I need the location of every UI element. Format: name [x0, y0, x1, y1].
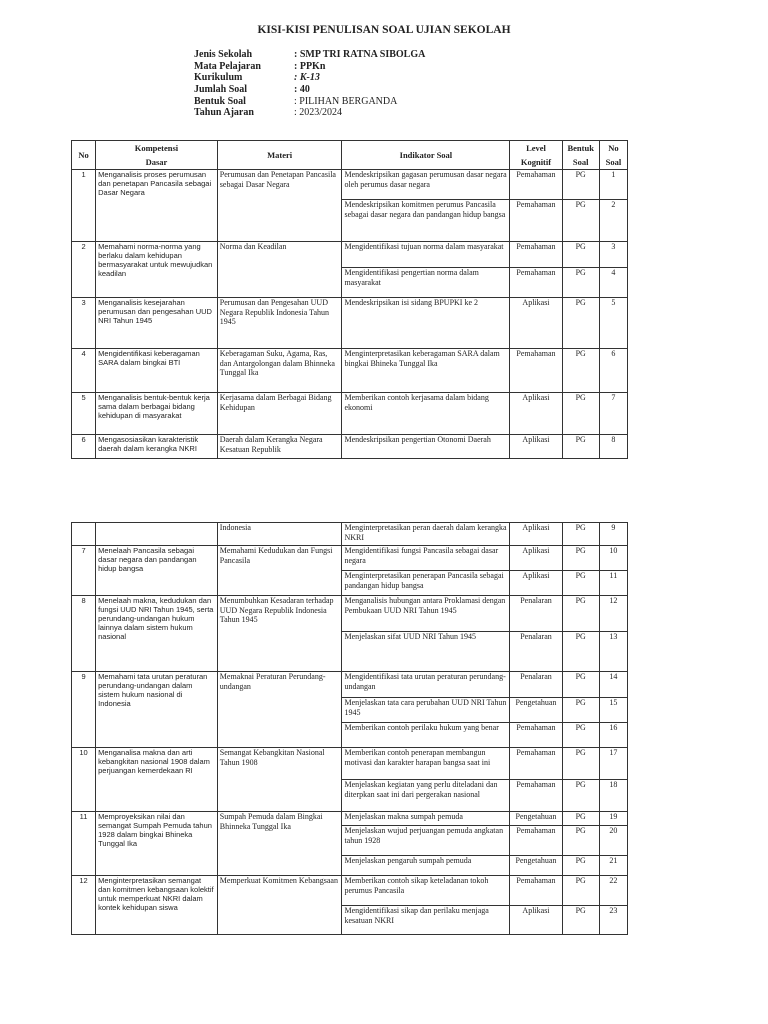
table-row [72, 546, 628, 571]
cell-indikator-soal: Menjelaskan pengaruh sumpah pemuda [342, 856, 510, 876]
cell-no-soal: 22 [599, 876, 627, 906]
cell-indikator-soal: Menginterpretasikan keberagaman SARA dalam bingkai Bhineka Tunggal Ika [342, 349, 510, 393]
cell-no-soal: 11 [599, 571, 627, 596]
cell-bentuk-soal: PG [562, 298, 599, 349]
meta-label: Kurikulum [194, 72, 243, 84]
cell-kompetensi-dasar: Menganalisa makna dan arti kebangkitan nasional 1908 dalam perjuangan kemerdekaan RI [96, 748, 218, 812]
meta-label: Bentuk Soal [194, 95, 246, 107]
cell-no-soal: 23 [599, 906, 627, 935]
meta-row-bentuk-soal [194, 96, 425, 108]
cell-level-kognitif: Aplikasi [510, 393, 562, 435]
cell-indikator-soal: Memberikan contoh kerjasama dalam bidang ekonomi [342, 393, 510, 435]
cell-bentuk-soal: PG [562, 826, 599, 856]
table-row [72, 170, 628, 200]
meta-row-jumlah-soal [194, 84, 425, 96]
cell-indikator-soal: Memberikan contoh penerapan membangun motivasi dan karakter harapan bangsa saat ini [342, 748, 510, 780]
cell-no-soal: 13 [599, 632, 627, 672]
table-row [72, 242, 628, 268]
cell-bentuk-soal: PG [562, 523, 599, 546]
meta-value: : K-13 [294, 72, 320, 84]
cell-kompetensi-dasar: Mengasosiasikan karakteristik daerah dalam kerangka NKRI [96, 435, 218, 459]
cell-materi: Semangat Kebangkitan Nasional Tahun 1908 [217, 748, 342, 812]
cell-materi: Daerah dalam Kerangka Negara Kesatuan Republik [217, 435, 342, 459]
table-row [72, 812, 628, 826]
cell-materi: Kerjasama dalam Berbagai Bidang Kehidupan [217, 393, 342, 435]
cell-level-kognitif: Pemahaman [510, 723, 562, 748]
cell-bentuk-soal: PG [562, 349, 599, 393]
kisi-kisi-table-page-2 [71, 522, 628, 935]
cell-no-soal: 2 [599, 200, 627, 242]
cell-bentuk-soal: PG [562, 268, 599, 298]
cell-bentuk-soal: PG [562, 393, 599, 435]
cell-no-soal: 1 [599, 170, 627, 200]
cell-no: 9 [72, 672, 96, 748]
cell-no-soal: 7 [599, 393, 627, 435]
cell-kompetensi-dasar: Menganalisis proses perumusan dan penetapan Pancasila sebagai Dasar Negara [96, 170, 218, 242]
table-row [72, 393, 628, 435]
meta-label: Tahun Ajaran [194, 107, 254, 119]
cell-no-soal: 17 [599, 748, 627, 780]
cell-level-kognitif: Pemahaman [510, 876, 562, 906]
cell-materi: Perumusan dan Penetapan Pancasila sebagai Dasar Negara [217, 170, 342, 242]
cell-bentuk-soal: PG [562, 546, 599, 571]
cell-bentuk-soal: PG [562, 435, 599, 459]
header-no: No [72, 141, 96, 170]
table-row [72, 596, 628, 632]
table-row [72, 298, 628, 349]
cell-indikator-soal: Menjelaskan tata cara perubahan UUD NRI Tahun 1945 [342, 698, 510, 723]
cell-indikator-soal: Menjelaskan sifat UUD NRI Tahun 1945 [342, 632, 510, 672]
cell-level-kognitif: Aplikasi [510, 906, 562, 935]
cell-bentuk-soal: PG [562, 748, 599, 780]
cell-materi: Perumusan dan Pengesahan UUD Negara Republik Indonesia Tahun 1945 [217, 298, 342, 349]
cell-materi: Keberagaman Suku, Agama, Ras, dan Antargolongan dalam Bhinneka Tunggal Ika [217, 349, 342, 393]
cell-indikator-soal: Menjelaskan kegiatan yang perlu diteladani dan diterpkan saat ini dari pergerakan nasional [342, 780, 510, 812]
header-kompetensi-text: Kompetensi Dasar [134, 143, 179, 167]
cell-level-kognitif: Pengetahuan [510, 698, 562, 723]
cell-level-kognitif: Aplikasi [510, 546, 562, 571]
header-level-kognitif [510, 141, 562, 170]
cell-bentuk-soal: PG [562, 876, 599, 906]
cell-level-kognitif: Penalaran [510, 596, 562, 632]
cell-level-kognitif: Pemahaman [510, 268, 562, 298]
table-body-page-2 [72, 523, 628, 935]
cell-indikator-soal: Mendeskripsikan pengertian Otonomi Daerah [342, 435, 510, 459]
cell-indikator-soal: Mengidentifikasi sikap dan perilaku menjaga kesatuan NKRI [342, 906, 510, 935]
header-kompetensi-dasar [96, 141, 218, 170]
meta-label: Jumlah Soal [194, 84, 248, 96]
cell-bentuk-soal: PG [562, 780, 599, 812]
header-bentuk-text: Bentuk Soal [567, 143, 594, 167]
meta-row-tahun-ajaran [194, 107, 425, 119]
table-row [72, 435, 628, 459]
cell-kompetensi-dasar [96, 523, 218, 546]
cell-materi: Menumbuhkan Kesadaran terhadap UUD Negara Republik Indonesia Tahun 1945 [217, 596, 342, 672]
cell-kompetensi-dasar: Menelaah makna, kedudukan dan fungsi UUD NRI Tahun 1945, serta perundang-undangan hukum lainnya dalam sistem hukum nasional [96, 596, 218, 672]
cell-materi: Indonesia [217, 523, 342, 546]
cell-no: 7 [72, 546, 96, 596]
cell-indikator-soal: Menjelaskan makna sumpah pemuda [342, 812, 510, 826]
cell-indikator-soal: Memberikan contoh sikap keteladanan tokoh perumus Pancasila [342, 876, 510, 906]
cell-indikator-soal: Memberikan contoh perilaku hukum yang benar [342, 723, 510, 748]
cell-bentuk-soal: PG [562, 906, 599, 935]
table-row [72, 349, 628, 393]
table-row [72, 672, 628, 698]
cell-bentuk-soal: PG [562, 200, 599, 242]
cell-no-soal: 9 [599, 523, 627, 546]
cell-level-kognitif: Penalaran [510, 632, 562, 672]
cell-no: 2 [72, 242, 96, 298]
table-header-row [72, 141, 628, 170]
document-meta [194, 49, 425, 119]
header-materi: Materi [217, 141, 342, 170]
meta-value: : 40 [294, 84, 310, 96]
document-title: KISI-KISI PENULISAN SOAL UJIAN SEKOLAH [257, 24, 511, 36]
cell-indikator-soal: Mengidentifikasi pengertian norma dalam masyarakat [342, 268, 510, 298]
cell-bentuk-soal: PG [562, 723, 599, 748]
cell-no: 12 [72, 876, 96, 935]
cell-indikator-soal: Mengidentifikasi tata urutan peraturan perundang-undangan [342, 672, 510, 698]
cell-level-kognitif: Aplikasi [510, 435, 562, 459]
cell-bentuk-soal: PG [562, 672, 599, 698]
cell-level-kognitif: Pemahaman [510, 826, 562, 856]
cell-materi: Memaknai Peraturan Perundang-undangan [217, 672, 342, 748]
kisi-kisi-table-page-1 [71, 140, 628, 459]
table-row [72, 876, 628, 906]
header-bentuk-soal [562, 141, 599, 170]
header-no-soal [599, 141, 627, 170]
cell-no-soal: 12 [599, 596, 627, 632]
cell-materi: Sumpah Pemuda dalam Bingkai Bhinneka Tunggal Ika [217, 812, 342, 876]
cell-bentuk-soal: PG [562, 170, 599, 200]
cell-no: 4 [72, 349, 96, 393]
header-nosoal-text: No Soal [605, 143, 622, 167]
cell-level-kognitif: Aplikasi [510, 298, 562, 349]
cell-no-soal: 4 [599, 268, 627, 298]
cell-no: 1 [72, 170, 96, 242]
meta-label: Jenis Sekolah [194, 49, 253, 60]
cell-no-soal: 21 [599, 856, 627, 876]
cell-indikator-soal: Menginterpretasikan peran daerah dalam kerangka NKRI [342, 523, 510, 546]
meta-value: : SMP TRI RATNA SIBOLGA [294, 49, 426, 60]
cell-level-kognitif: Pemahaman [510, 242, 562, 268]
cell-level-kognitif: Aplikasi [510, 523, 562, 546]
meta-value: : PILIHAN BERGANDA [294, 95, 398, 107]
cell-level-kognitif: Pemahaman [510, 780, 562, 812]
meta-row-jenis-sekolah [194, 49, 425, 61]
cell-level-kognitif: Aplikasi [510, 571, 562, 596]
cell-kompetensi-dasar: Memahami tata urutan peraturan perundang-undangan dalam sistem hukum nasional di Indonesia [96, 672, 218, 748]
cell-no-soal: 16 [599, 723, 627, 748]
cell-bentuk-soal: PG [562, 698, 599, 723]
cell-no: 8 [72, 596, 96, 672]
cell-no: 6 [72, 435, 96, 459]
cell-indikator-soal: Menginterpretasikan penerapan Pancasila sebagai pandangan hidup bangsa [342, 571, 510, 596]
cell-indikator-soal: Mendeskripsikan gagasan perumusan dasar negara oleh perumus dasar negara [342, 170, 510, 200]
cell-level-kognitif: Penalaran [510, 672, 562, 698]
cell-indikator-soal: Mendeskripsikan isi sidang BPUPKI ke 2 [342, 298, 510, 349]
cell-indikator-soal: Menganalisis hubungan antara Proklamasi dengan Pembukaan UUD NRI Tahun 1945 [342, 596, 510, 632]
cell-level-kognitif: Pemahaman [510, 349, 562, 393]
header-indikator-soal: Indikator Soal [342, 141, 510, 170]
header-level-text: Level Kognitif [520, 143, 552, 167]
cell-no-soal: 10 [599, 546, 627, 571]
cell-level-kognitif: Pemahaman [510, 748, 562, 780]
cell-indikator-soal: Mengidentifikasi tujuan norma dalam masyarakat [342, 242, 510, 268]
cell-materi: Memperkuat Komitmen Kebangsaan [217, 876, 342, 935]
cell-kompetensi-dasar: Menginterpretasikan semangat dan komitmen kebangsaan kolektif untuk memperkuat NKRI dalam kontek kehidupan siswa [96, 876, 218, 935]
cell-no: 10 [72, 748, 96, 812]
cell-no-soal: 19 [599, 812, 627, 826]
cell-kompetensi-dasar: Menganalisis bentuk-bentuk kerja sama dalam berbagai bidang kehidupan di masyarakat [96, 393, 218, 435]
meta-value: : PPKn [294, 60, 326, 72]
meta-row-kurikulum [194, 72, 425, 84]
cell-no: 11 [72, 812, 96, 876]
cell-materi: Norma dan Keadilan [217, 242, 342, 298]
table-row [72, 748, 628, 780]
meta-label: Mata Pelajaran [194, 60, 261, 72]
meta-row-mata-pelajaran [194, 61, 425, 73]
cell-level-kognitif: Pemahaman [510, 200, 562, 242]
cell-level-kognitif: Pengetahuan [510, 812, 562, 826]
cell-indikator-soal: Mendeskripsikan komitmen perumus Pancasila sebagai dasar negara dan pandangan hidup bangsa [342, 200, 510, 242]
cell-bentuk-soal: PG [562, 812, 599, 826]
cell-level-kognitif: Pemahaman [510, 170, 562, 200]
cell-no: 5 [72, 393, 96, 435]
cell-materi: Memahami Kedudukan dan Fungsi Pancasila [217, 546, 342, 596]
table-body-page-1 [72, 170, 628, 459]
cell-no-soal: 14 [599, 672, 627, 698]
cell-bentuk-soal: PG [562, 571, 599, 596]
table-row [72, 523, 628, 546]
cell-bentuk-soal: PG [562, 596, 599, 632]
cell-bentuk-soal: PG [562, 632, 599, 672]
cell-kompetensi-dasar: Memahami norma-norma yang berlaku dalam kehidupan bermasyarakat untuk mewujudkan keadilan [96, 242, 218, 298]
cell-indikator-soal: Menjelaskan wujud perjuangan pemuda angkatan tahun 1928 [342, 826, 510, 856]
cell-bentuk-soal: PG [562, 242, 599, 268]
cell-no: 3 [72, 298, 96, 349]
cell-no-soal: 18 [599, 780, 627, 812]
cell-kompetensi-dasar: Menganalisis kesejarahan perumusan dan pengesahan UUD NRI Tahun 1945 [96, 298, 218, 349]
cell-bentuk-soal: PG [562, 856, 599, 876]
cell-no-soal: 5 [599, 298, 627, 349]
cell-no-soal: 6 [599, 349, 627, 393]
cell-kompetensi-dasar: Mengidentifikasi keberagaman SARA dalam bingkai BTI [96, 349, 218, 393]
cell-no [72, 523, 96, 546]
cell-no-soal: 3 [599, 242, 627, 268]
cell-kompetensi-dasar: Menelaah Pancasila sebagai dasar negara dan pandangan hidup bangsa [96, 546, 218, 596]
cell-no-soal: 8 [599, 435, 627, 459]
cell-kompetensi-dasar: Memproyeksikan nilai dan semangat Sumpah Pemuda tahun 1928 dalam bingkai Bhineka Tunggal Ika [96, 812, 218, 876]
cell-no-soal: 15 [599, 698, 627, 723]
cell-no-soal: 20 [599, 826, 627, 856]
cell-level-kognitif: Pengetahuan [510, 856, 562, 876]
cell-indikator-soal: Mengidentifikasi fungsi Pancasila sebagai dasar negara [342, 546, 510, 571]
meta-value: : 2023/2024 [294, 107, 343, 119]
